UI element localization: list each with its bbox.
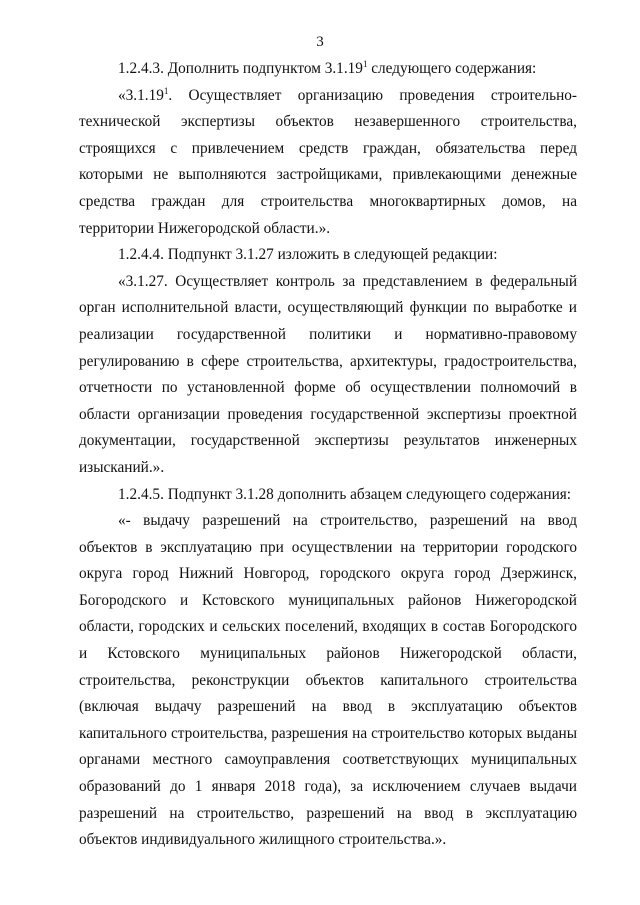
paragraph-text: следующего содержания: bbox=[367, 60, 537, 77]
paragraph-text: «3.1.19 bbox=[118, 86, 164, 104]
page-number: 3 bbox=[316, 34, 324, 50]
paragraph-text: 1.2.4.3. Дополнить подпунктом 3.1.19 bbox=[118, 60, 363, 77]
paragraph-1-2-4-5: 1.2.4.5. Подпункт 3.1.28 дополнить абзацем следующего содержания: bbox=[118, 485, 572, 503]
paragraph-text: . Осуществляет организацию проведения строительно-технической экспертизы объектов незавершенного строительства, строящихся с привлечением средств граждан, обязательства перед которыми не выполняются застройщиками, привлекающими денежные средства граждан для строительства многоквартирных домов, на территории Нижегородской области.». bbox=[79, 86, 577, 237]
document-body bbox=[79, 56, 577, 854]
paragraph-3-1-19-1 bbox=[79, 83, 577, 243]
superscript: 1 bbox=[362, 58, 368, 69]
paragraph-1-2-4-4: 1.2.4.4. Подпункт 3.1.27 изложить в следующей редакции: bbox=[118, 246, 498, 264]
superscript: 1 bbox=[163, 85, 169, 96]
paragraph-1-2-4-3 bbox=[79, 56, 577, 83]
paragraph-3-1-28-addition: «- выдачу разрешений на строительство, разрешений на ввод объектов в эксплуатацию при осуществлении на территории городского округа город Нижний Новгород, городского округа город Дзержинск, Богородского и Кстовского муниципальных районов Нижегородской области, городских и сельских поселений, входящих в состав Богородского и Кстовского муниципальных районов Нижегородской области, строительства, реконструкции объектов капитального строительства (включая выдачу разрешений на ввод в эксплуатацию объектов капитального строительства, разрешения на строительство которых выданы органами местного самоуправления соответствующих муниципальных образований до 1 января 2018 года), за исключением случаев выдачи разрешений на строительство, разрешений на ввод в эксплуатацию объектов индивидуального жилищного строительства.». bbox=[79, 512, 577, 849]
paragraph-3-1-27: «3.1.27. Осуществляет контроль за представлением в федеральный орган исполнительной власти, осуществляющий функции по выработке и реализации государственной политики и нормативно-правовому регулированию в сфере строительства, архитектуры, градостроительства, отчетности по установленной форме об осуществлении полномочий в области организации проведения государственной экспертизы проектной документации, государственной экспертизы результатов инженерных изысканий.». bbox=[79, 272, 577, 476]
